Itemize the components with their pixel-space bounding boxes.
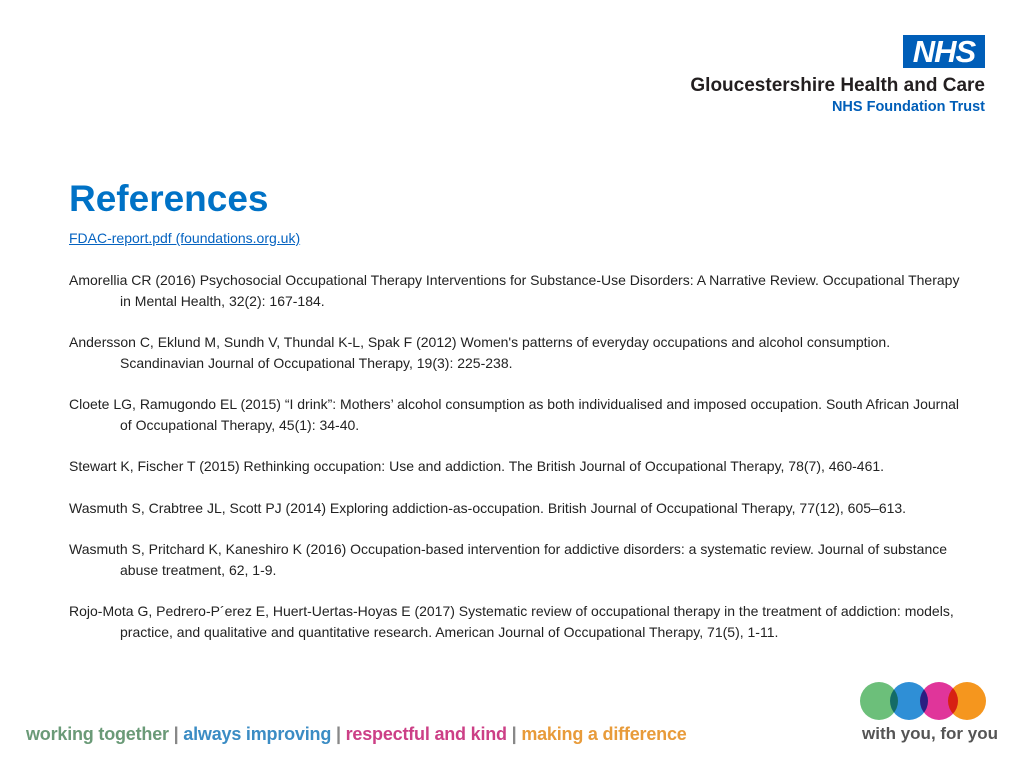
reference-item: Wasmuth S, Pritchard K, Kaneshiro K (2016) Occupation-based intervention for addictive disorders: a systematic review. Journal of substance abuse treatment, 62, 1-9. <box>69 541 948 578</box>
trust-values <box>26 724 687 745</box>
reference-item: Andersson C, Eklund M, Sundh V, Thundal K-L, Spak F (2012) Women's patterns of everyday occupations and alcohol consumption. Scandinavian Journal of Occupational Therapy, 19(3): 225-238. <box>69 334 891 371</box>
value-always-improving: always improving <box>183 724 332 744</box>
reference-item: Amorellia CR (2016) Psychosocial Occupational Therapy Interventions for Substance-Use Disorders: A Narrative Review. Occupational Therapy in Mental Health, 32(2): 167-184. <box>69 272 960 309</box>
reference-item: Rojo-Mota G, Pedrero-P´erez E, Huert-Uertas-Hoyas E (2017) Systematic review of occupational therapy in the treatment of addiction: models, practice, and qualitative and quantitative research. American Journal of Occupational Therapy, 71(5), 1-11. <box>69 603 954 640</box>
page-title: References <box>69 178 269 219</box>
fdac-report-link[interactable]: FDAC-report.pdf (foundations.org.uk) <box>69 230 301 246</box>
separator: | <box>511 724 517 744</box>
value-respectful-kind: respectful and kind <box>345 724 507 744</box>
nhs-logo: NHS <box>903 35 985 68</box>
org-subtitle: NHS Foundation Trust <box>831 99 985 115</box>
circles-logo-icon <box>860 682 988 720</box>
separator: | <box>335 724 341 744</box>
separator: | <box>173 724 179 744</box>
value-making-difference: making a difference <box>521 724 687 744</box>
reference-item: Cloete LG, Ramugondo EL (2015) “I drink”: Mothers’ alcohol consumption as both individualised and imposed occupation. South African Journal of Occupational Therapy, 45(1): 34-40. <box>69 396 960 433</box>
value-working-together: working together <box>26 724 169 744</box>
reference-item: Stewart K, Fischer T (2015) Rethinking occupation: Use and addiction. The British Journal of Occupational Therapy, 78(7), 460-461. <box>69 458 885 474</box>
reference-item: Wasmuth S, Crabtree JL, Scott PJ (2014) Exploring addiction-as-occupation. British Journal of Occupational Therapy, 77(12), 605–613. <box>69 499 907 516</box>
tagline: with you, for you <box>862 724 998 743</box>
reference-list <box>69 270 964 663</box>
org-name: Gloucestershire Health and Care <box>690 75 985 96</box>
orange-circle-icon <box>948 682 986 720</box>
